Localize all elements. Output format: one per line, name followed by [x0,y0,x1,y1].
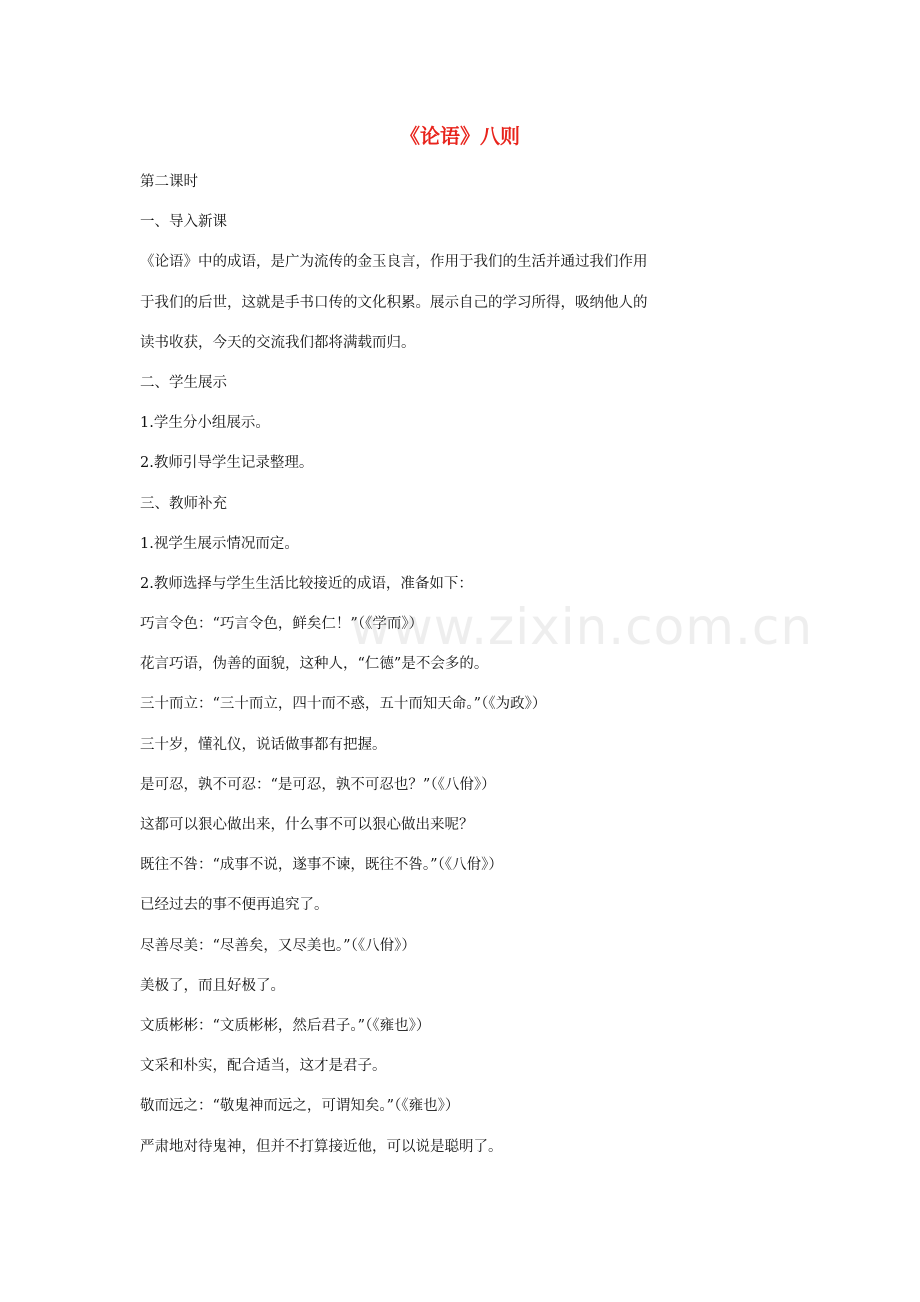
list-item: 2.教师引导学生记录整理。 [140,455,314,472]
list-item: 1.视学生展示情况而定。 [140,535,299,552]
idiom-explanation: 花言巧语，伪善的面貌，这种人，“仁德”是不会多的。 [140,656,489,673]
idiom-explanation: 三十岁，懂礼仪，说话做事都有把握。 [140,736,387,753]
idiom-quote: 既往不咎：“成事不说，遂事不谏，既往不咎。”（《八佾》） [140,857,503,874]
list-item: 2.教师选择与学生生活比较接近的成语，准备如下： [140,575,473,592]
idiom-quote: 三十而立：“三十而立，四十而不惑，五十而知天命。”（《为政》） [140,696,547,713]
section-heading-intro: 一、导入新课 [140,214,227,231]
idiom-explanation: 文采和朴实，配合适当，这才是君子。 [140,1058,387,1075]
idiom-explanation: 这都可以狠心做出来，什么事不可以狠心做出来呢？ [140,817,474,833]
idiom-explanation: 美极了，而且好极了。 [140,977,285,994]
watermark: www.zixin.com.cn [350,598,814,656]
idiom-quote: 文质彬彬：“文质彬彬，然后君子。”（《雍也》） [140,1017,431,1034]
idiom-explanation: 严肃地对待鬼神，但并不打算接近他，可以说是聪明了。 [140,1138,503,1155]
list-item: 1.学生分小组展示。 [140,415,270,432]
idiom-explanation: 已经过去的事不便再追究了。 [140,897,329,914]
document-body [140,168,730,1173]
paragraph-line: 读书收获，今天的交流我们都将满载而归。 [140,334,416,351]
section-heading-student-show: 二、学生展示 [140,374,227,391]
paragraph-line: 于我们的后世，这就是手书口传的文化积累。展示自己的学习所得，吸纳他人的 [140,294,648,311]
document-title: 《论语》八则 [400,124,520,148]
idiom-quote: 尽善尽美：“尽善矣，又尽美也。”（《八佾》） [140,937,416,954]
paragraph-line: 《论语》中的成语，是广为流传的金玉良言，作用于我们的生活并通过我们作用 [140,254,648,271]
idiom-quote: 敬而远之：“敬鬼神而远之，可谓知矣。”（《雍也》） [140,1098,460,1115]
section-heading-teacher-supplement: 三、教师补充 [140,495,227,512]
lesson-period: 第二课时 [140,174,198,190]
idiom-quote: 是可忍，孰不可忍：“是可忍，孰不可忍也？”（《八佾》） [140,776,496,793]
idiom-quote: 巧言令色：“巧言令色，鲜矣仁！”（《学而》） [140,616,424,633]
